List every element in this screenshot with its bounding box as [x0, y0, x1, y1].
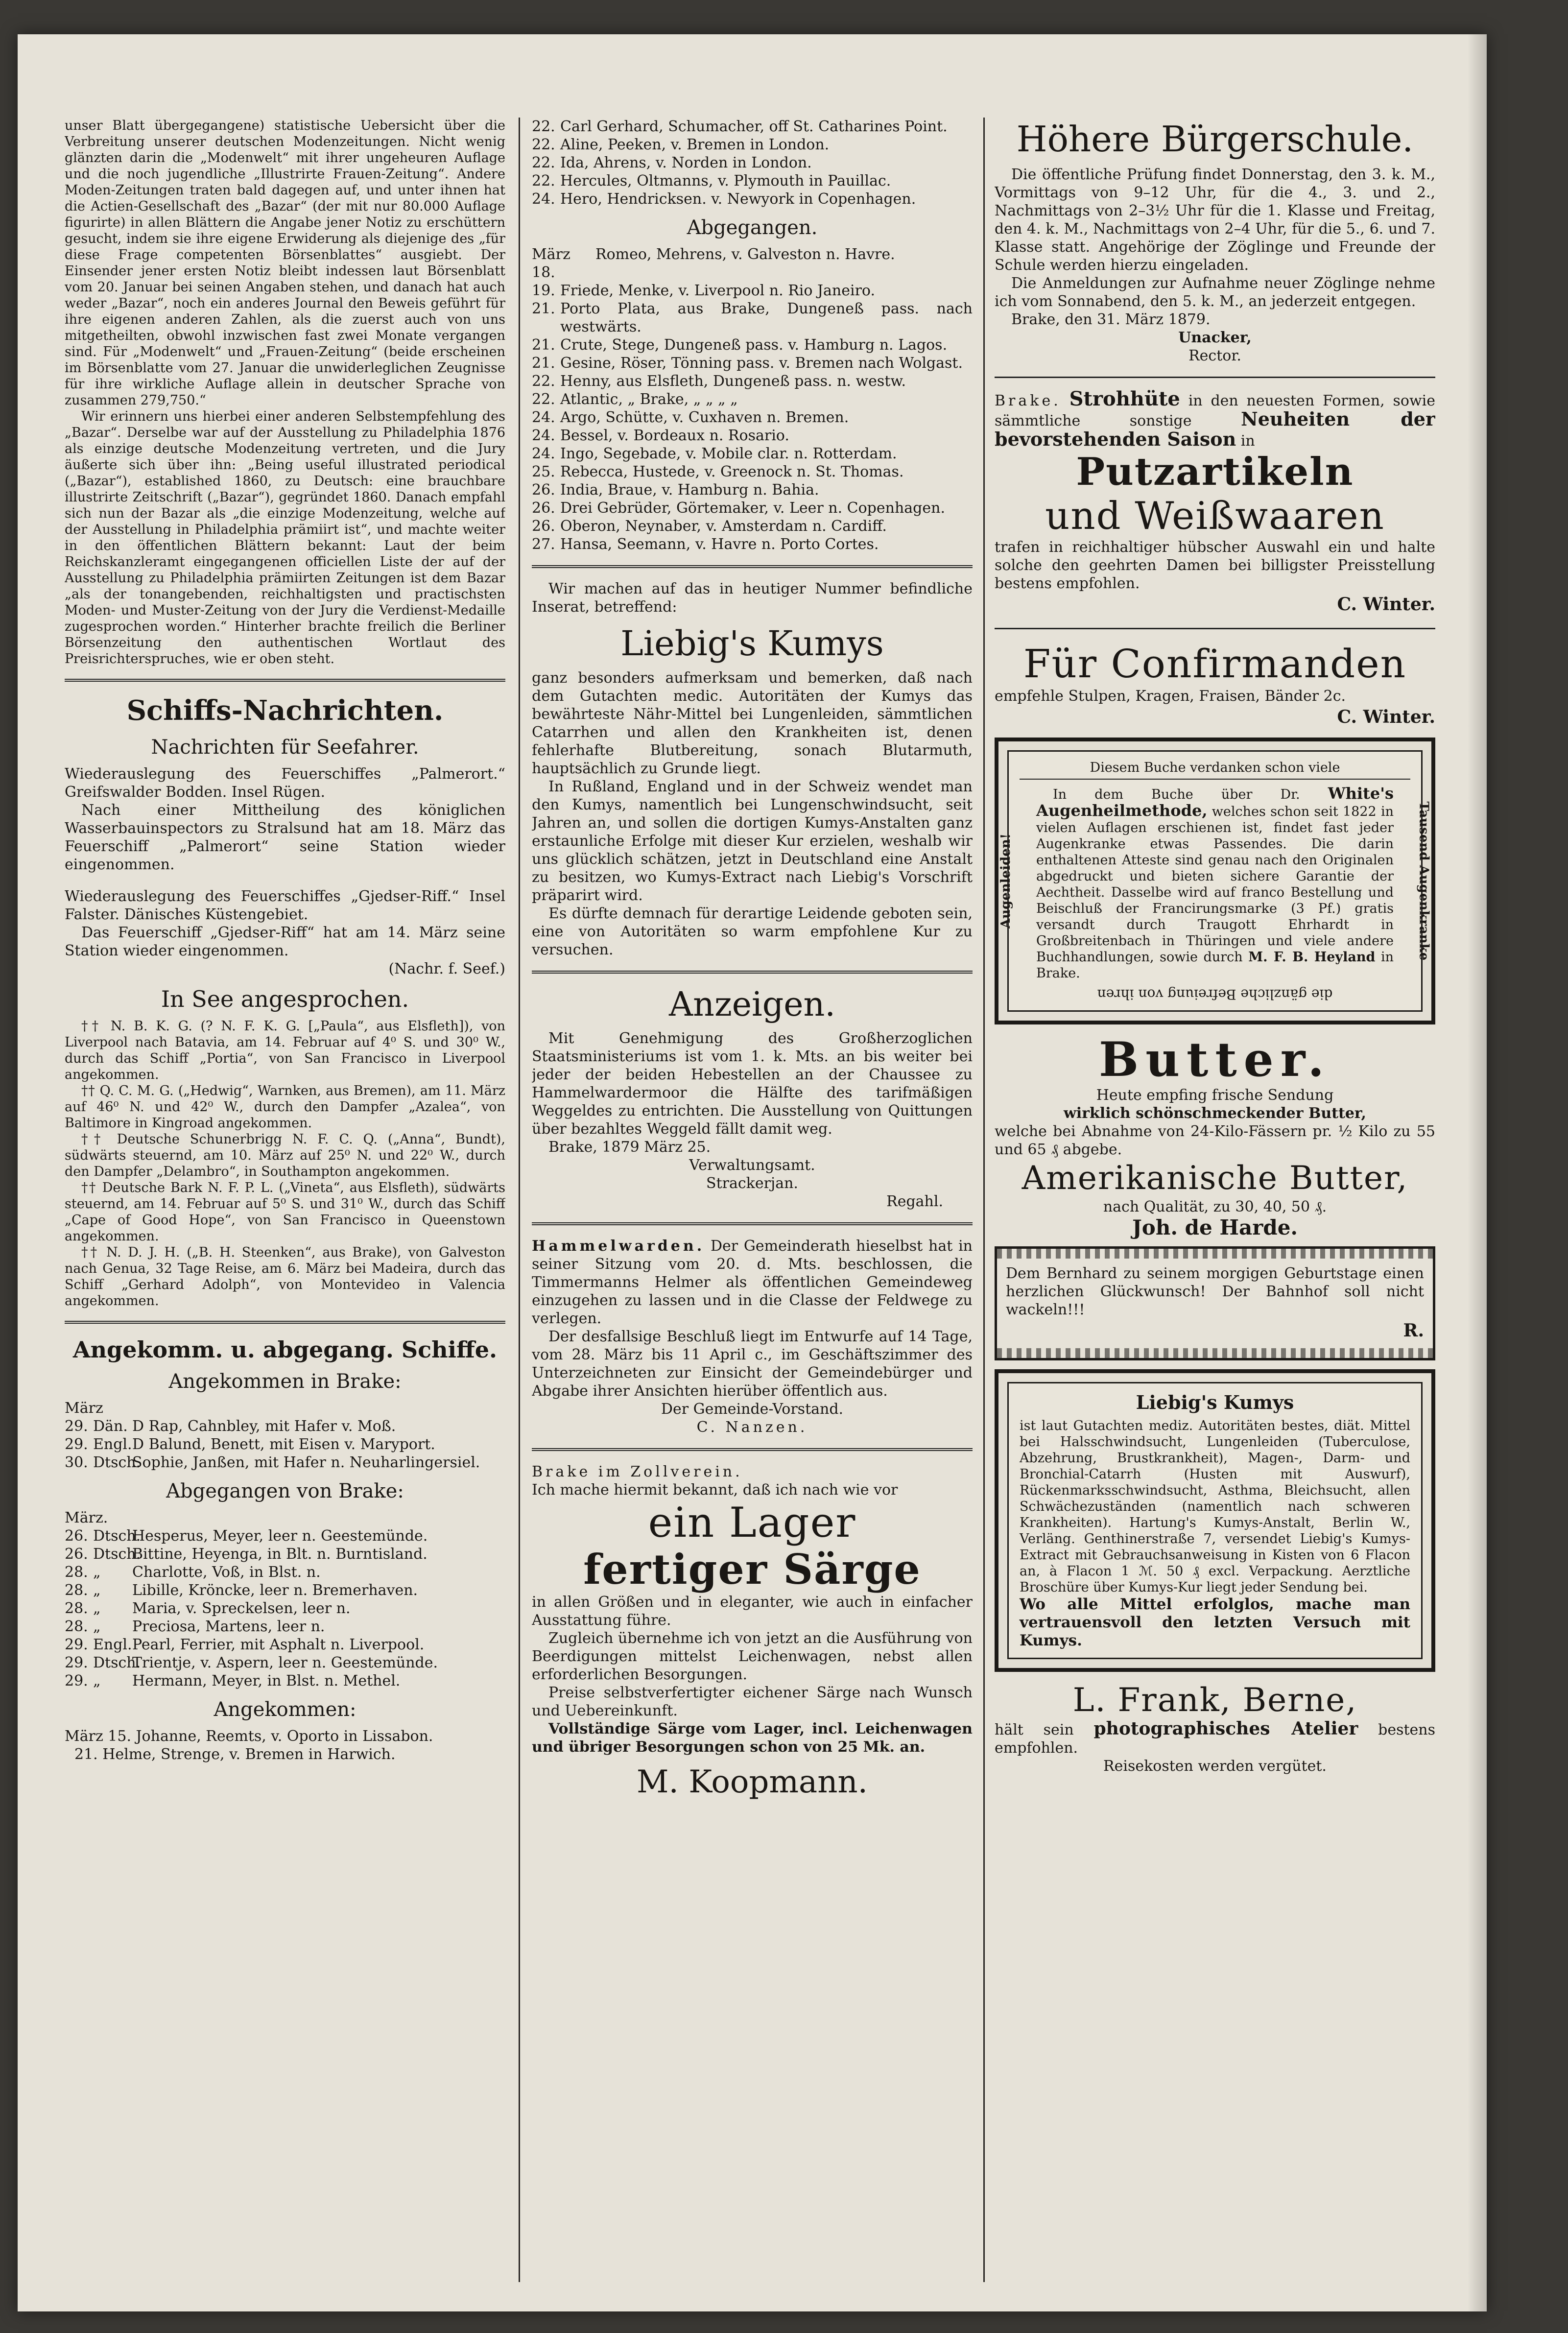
butter-text-2: wirklich schönschmeckender Butter,: [1063, 1105, 1367, 1122]
ship-row: 29. Engl. D Balund, Benett, mit Eisen v. Maryport.: [65, 1436, 435, 1453]
liebig-text-2: In Rußland, England und in der Schweiz wendet man den Kumys, namentlich bei Lungenschwindsucht, seit Jahren an, und sollen die dortigen Kumys-Anstalten ganz erstaunliche Erfolge mit dieser Kur erzielen, weshalb wir uns glücklich schätzen, jetzt in Deutschland eine Anstalt zu besitzen, wo Kumys-Extract nach Liebig's Vorschrift präparirt wird.: [532, 778, 973, 904]
anzeigen-text: Mit Genehmigung des Großherzoglichen Staatsministeriums ist vom 1. k. Mts. an bis weiter bei jeder der beiden Hebestellen an der Chaussee zu Hammelwardermoor die Hälfte des tarifmäßigen Weggeldes zu entrichten. Die Ausstellung von Quittungen über bezahltes Weggeld fällt damit weg.: [532, 1030, 973, 1138]
list-item: 24. Hero, Hendricksen. v. Newyork in Copenhagen.: [532, 190, 916, 208]
list-item: 22. Ida, Ahrens, v. Norden in London.: [532, 154, 812, 171]
liebig-text-3: Es dürfte demnach für derartige Leidende geboten sein, eine von Autoritäten so warm empfohlene Kur zu versuchen.: [532, 905, 973, 958]
schiffs-title: Schiffs-Nachrichten.: [126, 694, 444, 727]
section-rule: [532, 565, 973, 568]
white-left-label: Augenleiden!: [998, 833, 1013, 929]
hammel-notice: [532, 1237, 973, 1328]
seefahrer-title: Nachrichten für Seefahrer.: [151, 736, 419, 759]
hammel-office: Der Gemeinde-Vorstand.: [661, 1401, 844, 1418]
ship-row: 29. Dän. D Rap, Cahnbley, mit Hafer v. Moß.: [65, 1418, 396, 1435]
section-rule: [995, 628, 1435, 629]
feuerschiff2-text: Das Feuerschiff „Gjedser-Riff“ hat am 14. März seine Station wieder eingenommen.: [65, 924, 505, 959]
list-item: 19. Friede, Menke, v. Liverpool n. Rio Janeiro.: [532, 282, 875, 299]
bernhard-text: Dem Bernhard zu seinem morgigen Geburtstage einen herzlichen Glückwunsch! Der Bahnhof soll nicht wackeln!!!: [1006, 1265, 1424, 1318]
see-title: In See angesprochen.: [161, 986, 409, 1012]
intro-text-2: Wir erinnern uns hierbei einer anderen Selbstempfehlung des „Bazar“. Derselbe war auf der Ausstellung zu Philadelphia 1876 als einzige deutsche Modenzeitung vertreten, und die Jury äußerte sich über ihn: „Being useful illustrated periodical („Bazar“), established 1860, zu Deutsch: eine brauchbare illustrirte Zeitschrift („Bazar“), gegründet 1860. Danach empfahl sich nun der Bazar als „die einzige Modenzeitung, welche auf der Ausstellung in Philadelphia prämiirt ist“, und machte weiter in den öffentlichen Blättern bekannt: Laut der beim Reichskanzleramt eingegangenen officiellen Liste der auf der Ausstellung zu Philadelphia prämiirten Zeitungen ist dem Bazar „als der tonangebenden, reichhaltigsten und practischsten Moden- und Muster-Zeitung von der Jury die Verdienst-Medaille zugesprochen worden.“ Hinterher brachte freilich die Berliner Börsenzeitung den authentischen Wortlaut des Preisrichterspruches, wie er oben steht.: [65, 409, 505, 667]
white-dealer: M. F. B. Heyland: [1248, 950, 1376, 965]
ship-row: 26. Dtsch. Hesperus, Meyer, leer n. Geestemünde.: [65, 1527, 428, 1545]
ship-row: 29. Dtsch. Trientje, v. Aspern, leer n. Geestemünde.: [65, 1654, 438, 1671]
list-item: März 15. Johanne, Reemts, v. Oporto in Lissabon.: [65, 1728, 433, 1745]
hammel-head: Hammelwarden.: [532, 1238, 705, 1255]
stroh-title-2: Neuheiten der bevorstehenden Saison: [995, 408, 1435, 450]
list-item: 26. India, Braue, v. Hamburg n. Bahia.: [532, 481, 819, 499]
list-item: März 18. Romeo, Mehrens, v. Galveston n. Havre.: [532, 246, 895, 281]
liebig-title: Liebig's Kumys: [620, 623, 884, 664]
ship-row: 29. „ Hermann, Meyer, in Blst. n. Methel.: [65, 1672, 401, 1690]
list-item: 24. Ingo, Segebade, v. Mobile clar. n. Rotterdam.: [532, 445, 897, 462]
angekommen-brake-title: Angekommen in Brake:: [168, 1370, 402, 1393]
butter-title: Butter.: [1099, 1032, 1331, 1087]
angekomm-title: Angekomm. u. abgegang. Schiffe.: [72, 1336, 498, 1363]
saerge-text-2: Zugleich übernehme ich von jetzt an die Ausführung von Beerdigungen mittelst Leichenwagen, nebst allen erforderlichen Besorgungen.: [532, 1630, 973, 1683]
butter-text-3: welche bei Abnahme von 24-Kilo-Fässern pr. ½ Kilo zu 55 und 65 ₰ abgebe.: [995, 1123, 1435, 1158]
list-item: 22. Henny, aus Elsfleth, Dungeneß pass. n. westw.: [532, 373, 906, 390]
list-item: 22. Carl Gerhard, Schumacher, off St. Catharines Point.: [532, 118, 948, 135]
angekommen2-title: Angekommen:: [214, 1698, 356, 1721]
kumys-ad-box: [995, 1369, 1435, 1672]
stroh-place: Brake.: [995, 392, 1061, 409]
white-ad-inner: [998, 750, 1431, 1012]
ship-row: 28. „ Charlotte, Voß, in Blst. n.: [65, 1564, 321, 1581]
see-item: †† Deutsche Bark N. F. P. L. („Vineta“, aus Elsfleth), südwärts steuernd, am 14. Februar auf 5⁰ S. und 31⁰ W., durch das Schiff „Cape of Good Hope“, von San Francisco in Queenstown angekommen.: [65, 1180, 505, 1244]
stroh-text-2: in den neuesten Formen, sowie sämmtliche sonstige: [995, 392, 1435, 429]
white-right-label: Tausend Augenkranke: [1417, 801, 1431, 961]
amer-text: nach Qualität, zu 30, 40, 50 ₰.: [1103, 1198, 1327, 1215]
see-item: †† Deutsche Schunerbrigg N. F. C. Q. („Anna“, Bundt), südwärts steuernd, am 10. März auf 25⁰ N. und 22⁰ W., durch den Dampfer „Delambro“, in Southampton angekommen.: [65, 1132, 505, 1179]
saerge-text-4: Vollständige Särge vom Lager, incl. Leichenwagen und übriger Besorgungen schon von 25 Mk. an.: [532, 1720, 973, 1756]
putz-title-1: Putzartikeln: [1076, 450, 1354, 494]
stroh-text-3: in: [1240, 432, 1255, 450]
frank-text-3: Reisekosten werden vergütet.: [1103, 1758, 1327, 1775]
section-rule: [532, 1448, 973, 1451]
column-rule-2: [983, 118, 985, 2282]
right-column: [995, 118, 1435, 2282]
feuerschiff2-head: Wiederauslegung des Feuerschiffes „Gjedser-Riff.“ Insel Falster. Dänisches Küstengebiet.: [65, 888, 505, 923]
kumys-text: ist laut Gutachten mediz. Autoritäten bestes, diät. Mittel bei Halsschwindsucht, Lungenleiden (Tuberculose, Abzehrung, Brustkrankheit), Magen-, Darm- und Bronchial-Catarrh (Husten mit Auswurf), Rückenmarksschwindsucht, Asthma, Bleichsucht, allen Schwächezuständen (namentlich nach schweren Krankheiten). Hartung's Kumys-Anstalt, Berlin W., Verläng. Genthinerstraße 7, versendet Liebig's Kumys-Extract mit Gebrauchsanweisung in Kisten von 6 Flacon an, à Flacon 1 ℳ. 50 ₰ excl. Verpackung. Aerztliche Broschüre über Kumys-Kur liegt jeder Sendung bei.: [1020, 1418, 1410, 1595]
saerge-title-2: fertiger Särge: [583, 1545, 921, 1594]
saerge-title-1: ein Lager: [648, 1499, 856, 1547]
saerge-place: Brake im Zollverein.: [532, 1463, 743, 1480]
hammel-name: C. Nanzen.: [696, 1419, 808, 1436]
liebig-text-1: ganz besonders aufmerksam und bemerken, daß nach dem Gutachten medic. Autoritäten der Kumys das bewährteste Nähr-Mittel bei Lungenleiden, sämmtlichen Catarrhen und allen den Krankheiten ist, denen fehlerhafte Blutbereitung, sonach Blutarmuth, hauptsächlich zu Grunde liegt.: [532, 669, 973, 777]
see-item: †† N. B. K. G. (? N. F. K. G. [„Paula“, aus Elsfleth]), von Liverpool nach Batavia, am 14. Februar auf 4⁰ S. und 30⁰ W., durch das Schiff „Portia“, von San Francisco in Liverpool angekommen.: [65, 1019, 505, 1082]
feuerschiff1-text: Nach einer Mittheilung des königlichen Wasserbauinspectors zu Stralsund hat am 18. März das Feuerschiff „Palmerort“ seine Station wieder eingenommen.: [65, 802, 505, 873]
kumys-title: Liebig's Kumys: [1136, 1391, 1294, 1413]
stroh-title: Strohhüte: [1069, 387, 1180, 410]
schule-role: Rector.: [1188, 347, 1241, 364]
anzeigen-date: Brake, 1879 März 25.: [548, 1139, 711, 1156]
white-ad-box: [995, 738, 1435, 1024]
schule-date: Brake, den 31. März 1879.: [1011, 311, 1211, 328]
hammel-text: Der Gemeinderath hieselbst hat in seiner Sitzung vom 20. d. Mts. beschlossen, die Timmermanns Helmer als öffentlichen Gemeindeweg einzugehen zu lassen und in die Classe der Feldwege zu verlegen.: [532, 1238, 973, 1327]
feuerschiff2-source: (Nachr. f. Seef.): [388, 960, 505, 977]
list-item: 26. Oberon, Neynaber, v. Amsterdam n. Cardiff.: [532, 518, 887, 535]
anzeigen-title: Anzeigen.: [669, 985, 835, 1024]
middle-column: [532, 118, 973, 2282]
column-rule-1: [519, 118, 520, 2282]
list-item: 27. Hansa, Seemann, v. Havre n. Porto Cortes.: [532, 536, 879, 553]
section-rule: [995, 377, 1435, 378]
kumys-bold: Wo alle Mittel erfolglos, mache man vertrauensvoll den letzten Versuch mit Kumys.: [1020, 1595, 1410, 1649]
konf-title: Für Confirmanden: [1023, 641, 1407, 687]
ship-row: 26. Dtsch. Bittine, Heyenga, in Blt. n. Burntisland.: [65, 1546, 428, 1563]
list-item: 21. Helme, Strenge, v. Bremen in Harwich.: [74, 1746, 396, 1763]
anzeigen-name-1: Strackerjan.: [706, 1175, 798, 1192]
list-item: 22. Aline, Peeken, v. Bremen in London.: [532, 136, 830, 153]
list-item: 26. Drei Gebrüder, Görtemaker, v. Leer n. Copenhagen.: [532, 500, 945, 517]
saerge-intro: Ich mache hiermit bekannt, daß ich nach wie vor: [532, 1481, 898, 1499]
see-item: †† Q. C. M. G. („Hedwig“, Warnken, aus Bremen), am 11. März auf 46⁰ N. und 42⁰ W., durch den Dampfer „Azalea“, von Baltimore in Kingroad angekommen.: [65, 1083, 505, 1131]
white-bottom-upside: die gänzliche Befreiung von ihren: [1097, 986, 1333, 1002]
ship-row: 29. Engl. Pearl, Ferrier, mit Asphalt n. Liverpool.: [65, 1636, 425, 1653]
putz-signature: C. Winter.: [1337, 594, 1435, 615]
list-item: 21. Gesine, Röser, Tönning pass. v. Bremen nach Wolgast.: [532, 355, 963, 372]
saerge-signature: M. Koopmann.: [637, 1764, 868, 1800]
schule-signature: Unacker,: [1178, 329, 1252, 346]
konf-signature: C. Winter.: [1337, 707, 1435, 727]
list-item: 25. Rebecca, Hustede, v. Greenock n. St. Thomas.: [532, 463, 904, 480]
white-name: White's Augenheilmethode,: [1036, 784, 1394, 820]
putz-title-2: und Weißwaaren: [1045, 494, 1385, 538]
butter-text-1: Heute empfing frische Sendung: [1096, 1087, 1334, 1104]
bernhard-box: [995, 1246, 1435, 1360]
putz-text: trafen in reichhaltiger hübscher Auswahl ein und halte solche den geehrten Damen bei billigster Preisstellung bestens empfohlen.: [995, 539, 1435, 592]
bernhard-signature: R.: [1403, 1320, 1424, 1341]
list-item: 22. Atlantic, „ Brake, „ „ „ „: [532, 391, 738, 408]
kumys-ad-inner: [1007, 1382, 1423, 1659]
frank-line: hält sein photographisches Atelier bestens empfohlen.: [995, 1718, 1435, 1757]
left-column: [65, 118, 505, 2282]
ship-row: 28. „ Maria, v. Spreckelsen, leer n.: [65, 1600, 351, 1617]
schule-text-2: Die Anmeldungen zur Aufnahme neuer Zöglinge nehme ich vom Sonnabend, den 5. k. M., an jederzeit entgegen.: [995, 275, 1435, 310]
month-label: März: [65, 1400, 103, 1417]
section-rule: [65, 679, 505, 682]
ship-row: 30. Dtsch. Sophie, Janßen, mit Hafer n. Neuharlingersiel.: [65, 1454, 480, 1471]
ship-row: 28. „ Preciosa, Martens, leer n.: [65, 1618, 325, 1635]
hammel-text-2: Der desfallsige Beschluß liegt im Entwurfe auf 14 Tage, vom 28. März bis 11 April c., im Geschäftszimmer des Unterzeichneten zur Einsicht der Gemeindebürger und Abgabe ihrer Ansichten hierüber öffentlich aus.: [532, 1328, 973, 1400]
amer-title: Amerikanische Butter,: [1022, 1159, 1408, 1197]
section-rule: [65, 1321, 505, 1324]
newspaper-page: [18, 34, 1487, 2311]
list-item: 22. Hercules, Oltmanns, v. Plymouth in Pauillac.: [532, 172, 891, 190]
white-top: Diesem Buche verdanken schon viele: [1020, 760, 1410, 780]
amer-signature: Joh. de Harde.: [1132, 1215, 1298, 1239]
schule-text: Die öffentliche Prüfung findet Donnerstag, den 3. k. M., Vormittags von 9–12 Uhr, für die 4., 3. und 2., Nachmittags von 2–3½ Uhr für die 1. Klasse und Freitag, den 4. k. M., Nachmittags von 2–4 Uhr, für die 5., 6. und 7. Klasse statt. Angehörige der Zöglinge und Freunde der Schule werden hierzu eingeladen.: [995, 166, 1435, 274]
anzeigen-office: Verwaltungsamt.: [689, 1157, 815, 1174]
liebig-intro: Wir machen auf das in heutiger Nummer befindliche Inserat, betreffend:: [532, 580, 973, 616]
see-item: †† N. D. J. H. („B. H. Steenken“, aus Brake), von Galveston nach Genua, 32 Tage Reise, am 6. März bei Madeira, durch das Schiff „Gerhard Adolph“, von Montevideo in Valencia angekommen.: [65, 1245, 505, 1309]
anzeigen-name-2: Regahl.: [886, 1193, 943, 1210]
intro-text: unser Blatt übergegangene) statistische Uebersicht über die Verbreitung unserer deutschen Modenzeitungen. Nicht wenig glänzten darin die „Modenwelt“ mit ihrer ungeheuren Auflage und die noch jugendliche „Illustrirte Frauen-Zeitung“. Andere Moden-Zeitungen traten bald dagegen auf, und unter ihnen hat die Actien-Gesellschaft des „Bazar“ (der mit nur 80.000 Auflage figurirte) in allen Blättern die Angabe jener Notiz zu erschüttern gesucht, indem sie ihre eigene Erwiderung als diejenige des „für diese Frage competenten Börsenblattes“ ausgiebt. Der Einsender jener ersten Notiz bleibt indessen laut Börsenblatt vom 20. Januar bei seinen Angaben stehen, und danach hat auch weder „Bazar“, noch ein anderes Journal den Beweis geführt für ihre eigenen anderen Zahlen, als die zuerst auch von uns mitgetheilten, obwohl inzwischen fast zwei Monate vergangen sind. Für „Modenwelt“ und „Frauen-Zeitung“ (beide erscheinen im Börsenblatte vom 27. Januar die unwiderleglichen Zeugnisse für ihre wirkliche Auflage allein in deutscher Sprache von zusammen 279,750.“: [65, 118, 505, 408]
konf-text: empfehle Stulpen, Kragen, Fraisen, Bänder 2c.: [995, 688, 1346, 705]
feuerschiff1-head: Wiederauslegung des Feuerschiffes „Palmerort.“ Greifswalder Bodden. Insel Rügen.: [65, 765, 505, 801]
list-item: 21. Crute, Stege, Dungeneß pass. v. Hamburg n. Lagos.: [532, 336, 948, 354]
list-item: 24. Bessel, v. Bordeaux n. Rosario.: [532, 427, 789, 444]
frank-title: L. Frank, Berne,: [1072, 1681, 1357, 1719]
section-rule: [532, 971, 973, 974]
frank-bold: photographisches Atelier: [1093, 1718, 1358, 1739]
ship-row: 28. „ Libille, Kröncke, leer n. Bremerhaven.: [65, 1582, 418, 1599]
section-rule: [532, 1222, 973, 1225]
abgegangen-title: Abgegangen.: [687, 216, 818, 239]
stroh-intro: [995, 387, 1435, 450]
month-label: März.: [65, 1509, 108, 1526]
list-item: 21. Porto Plata, aus Brake, Dungeneß pass. nach westwärts.: [532, 300, 973, 335]
saerge-text-1: in allen Größen und in eleganter, wie auch in einfacher Ausstattung führe.: [532, 1594, 973, 1629]
schule-title: Höhere Bürgerschule.: [1016, 119, 1414, 160]
white-text: In dem Buche über Dr. White's Augenheilmethode, welches schon seit 1822 in vielen Auflagen erschienen ist, findet fast jeder Augenkranke etwas Passendes. Die darin enthaltenen Atteste sind genau nach den Originalen abgedruckt und bieten sichere Garantie der Aechtheit. Dasselbe wird auf franco Bestellung und Beischluß der Francirungsmarke (3 Pf.) gratis versandt durch Traugott Ehrhardt in Großbreitenbach in Thüringen und viele andere Buchhandlungen, sowie durch M. F. B. Heyland in Brake.: [1036, 784, 1394, 981]
saerge-text-3: Preise selbstverfertigter eichener Särge nach Wunsch und Uebereinkunft.: [532, 1684, 973, 1719]
list-item: 24. Argo, Schütte, v. Cuxhaven n. Bremen.: [532, 409, 849, 426]
white-body: [1020, 786, 1410, 981]
abgegangen-brake-title: Abgegangen von Brake:: [166, 1480, 404, 1502]
